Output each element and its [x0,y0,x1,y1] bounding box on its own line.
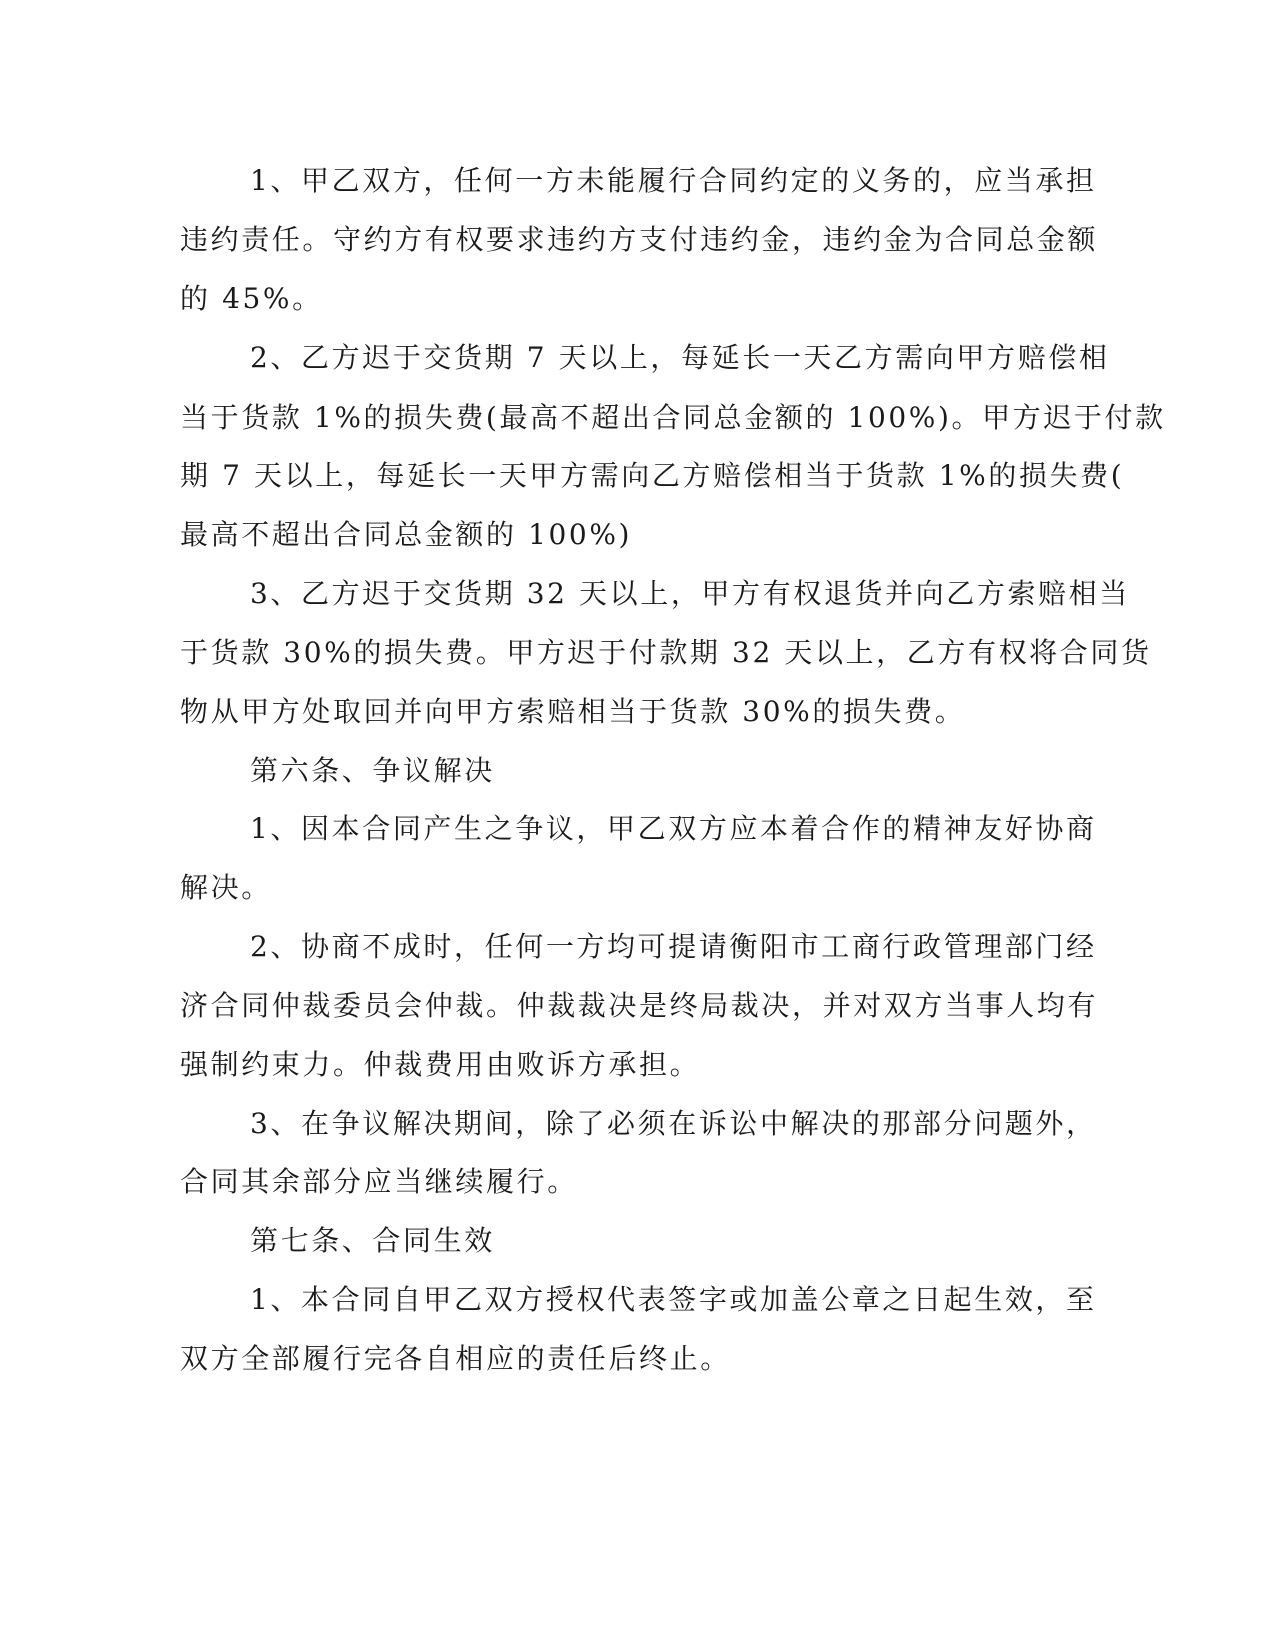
clause-5-2-line-4: 最高不超出合同总金额的 100%) [180,518,633,551]
clause-6-2-line-1: 2、协商不成时，任何一方均可提请衡阳市工商行政管理部门经 [250,930,1097,963]
section-heading-article-7: 第七条、合同生效 [250,1224,495,1257]
section-heading-article-6: 第六条、争议解决 [250,754,495,787]
clause-5-2-line-1: 2、乙方迟于交货期 7 天以上，每延长一天乙方需向甲方赔偿相 [250,341,1110,374]
clause-5-1-line-1: 1、甲乙双方，任何一方未能履行合同约定的义务的，应当承担 [250,164,1097,197]
clause-5-1-line-3: 的 45%。 [180,282,323,315]
clause-6-3-line-2: 合同其余部分应当继续履行。 [180,1165,578,1198]
clause-7-1-line-2: 双方全部履行完各自相应的责任后终止。 [180,1342,731,1375]
clause-5-2-line-3: 期 7 天以上，每延长一天甲方需向乙方赔偿相当于货款 1%的损失费( [180,459,1125,492]
clause-5-3-line-3: 物从甲方处取回并向甲方索赔相当于货款 30%的损失费。 [180,695,966,728]
clause-7-1-line-1: 1、本合同自甲乙双方授权代表签字或加盖公章之日起生效，至 [250,1283,1097,1316]
clause-6-1-line-2: 解决。 [180,871,272,904]
clause-5-3-line-2: 于货款 30%的损失费。甲方迟于付款期 32 天以上，乙方有权将合同货 [180,636,1152,669]
clause-5-3-line-1: 3、乙方迟于交货期 32 天以上，甲方有权退货并向乙方索赔相当 [250,577,1130,610]
clause-5-2-line-2: 当于货款 1%的损失费(最高不超出合同总金额的 100%)。甲方迟于付款 [180,401,1166,434]
clause-6-2-line-3: 强制约束力。仲裁费用由败诉方承担。 [180,1048,701,1081]
clause-5-1-line-2: 违约责任。守约方有权要求违约方支付违约金，违约金为合同总金额 [180,223,1099,256]
clause-6-2-line-2: 济合同仲裁委员会仲裁。仲裁裁决是终局裁决，并对双方当事人均有 [180,989,1099,1022]
clause-6-3-line-1: 3、在争议解决期间，除了必须在诉讼中解决的那部分问题外， [250,1107,1097,1140]
clause-6-1-line-1: 1、因本合同产生之争议，甲乙双方应本着合作的精神友好协商 [250,812,1097,845]
